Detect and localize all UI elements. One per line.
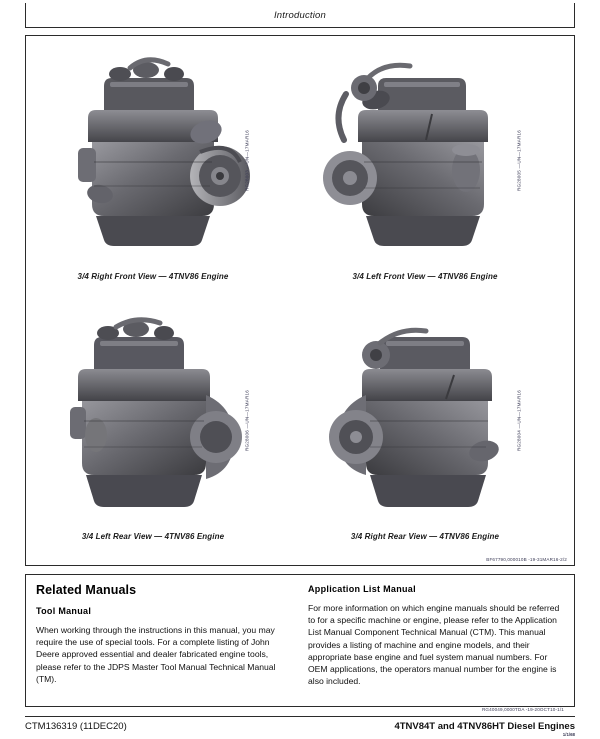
application-list-manual-subtitle: Application List Manual	[308, 584, 416, 594]
engine-illustration-left-front	[302, 40, 540, 268]
figure-caption: 3/4 Left Rear View — 4TNV86 Engine	[81, 532, 225, 541]
related-manuals-title: Related Manuals	[36, 583, 137, 597]
application-list-manual-refcode: RG40049,0000TDA -19-20OCT10-1/1	[481, 707, 564, 712]
figure-caption: 3/4 Right Rear View — 4TNV86 Engine	[350, 532, 500, 541]
related-manuals-columns	[26, 575, 574, 712]
figure-refcode: RG28003 —UN—17MAR16	[244, 130, 250, 191]
page-header	[25, 3, 575, 28]
footer-engine-models: 4TNV84T and 4TNV86HT Diesel Engines 1/1/68	[394, 721, 575, 737]
footer-page-marker: 1/1/68	[562, 732, 575, 737]
figure-item	[30, 40, 295, 298]
figure-caption: 3/4 Right Front View — 4TNV86 Engine	[77, 272, 229, 281]
figure-refcode: RG28005 —UN—17MAR16	[516, 130, 522, 191]
figure-item	[302, 40, 567, 298]
figure-refcode: RG28006 —UN—17MAR16	[244, 390, 250, 451]
tool-manual-subtitle: Tool Manual	[36, 606, 92, 616]
figure-caption: 3/4 Left Front View — 4TNV86 Engine	[352, 272, 498, 281]
engine-drawing-icon	[306, 44, 536, 264]
figure-item	[302, 300, 567, 558]
engine-illustration-right-front	[30, 40, 268, 268]
engine-drawing-icon	[306, 307, 536, 522]
page-header-title: Introduction	[273, 9, 327, 21]
figure-item	[30, 300, 295, 558]
engine-illustration-left-rear	[30, 300, 268, 528]
footer-manual-number: CTM136319 (11DEC20)	[25, 721, 127, 732]
figure-refcode: RG28004 —UN—17MAR16	[516, 390, 522, 451]
engine-illustration-right-rear	[302, 300, 540, 528]
engine-drawing-icon	[34, 44, 264, 264]
related-manuals-left-column	[36, 583, 292, 706]
tool-manual-body: When working through the instructions in this manual, you may require the use of special tools. For a complete listing of John Deere approved essential and dealer fabricated engine tools, please refer to the JDPS Master Tool Manual Technical Manual (TM).	[36, 625, 276, 684]
engine-drawing-icon	[34, 307, 264, 522]
figure-panel	[25, 35, 575, 566]
footer-divider	[25, 716, 575, 717]
related-manuals-panel	[25, 574, 575, 712]
page-footer	[25, 721, 575, 737]
figure-grid	[26, 36, 574, 565]
related-manuals-right-column	[308, 583, 564, 712]
application-list-manual-body: For more information on which engine manuals should be referred to for a specific machine or engine, please refer to the Application List Manual Component Technical Manual (CTM). This manual provides a listing of machine and engine models, and their appropriate base engine and fuel system manual numbers. For OEM applications, the operators manual number for the engine is also included.	[308, 603, 560, 687]
figure-panel-refcode: BF67790,000010B -19-31MAR16-2/2	[486, 557, 567, 562]
